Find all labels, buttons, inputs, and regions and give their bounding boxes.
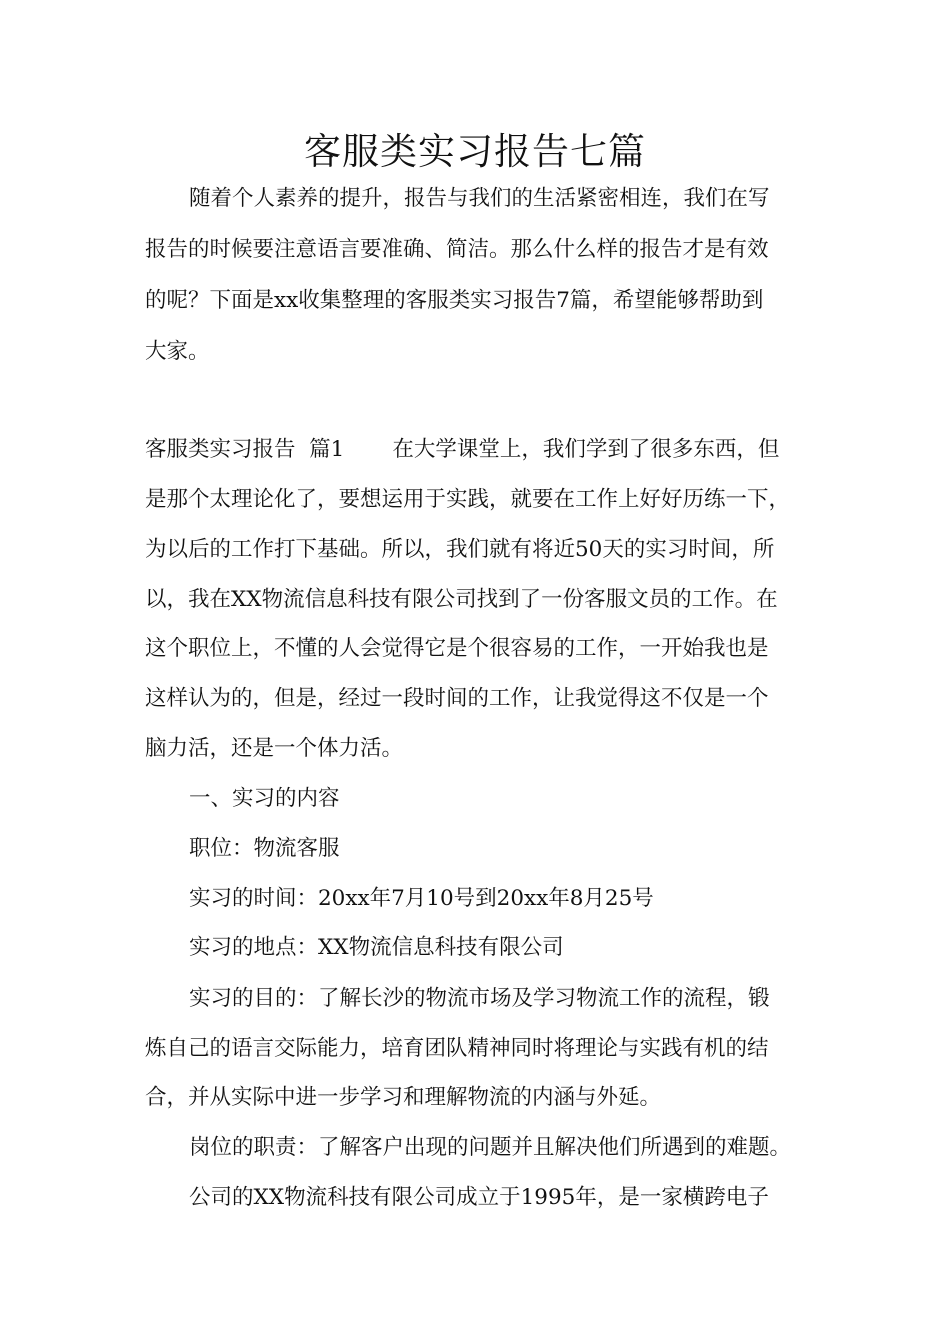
section1-first-line <box>145 435 779 465</box>
content-position: 职位：物流客服 <box>189 836 340 861</box>
content-duty: 岗位的职责：了解客户出现的问题并且解决他们所遇到的难题。 <box>189 1135 792 1160</box>
section1-first-text: 在大学课堂上，我们学到了很多东西，但 <box>392 437 780 462</box>
section1-line-6: 这样认为的，但是，经过一段时间的工作，让我觉得这不仅是一个 <box>145 686 769 711</box>
content-purpose-line-3: 合，并从实际中进一步学习和理解物流的内涵与外延。 <box>145 1085 662 1110</box>
section1-line-4: 以，我在XX物流信息科技有限公司找到了一份客服文员的工作。在 <box>145 587 778 612</box>
intro-line-2: 报告的时候要注意语言要准确、简洁。那么什么样的报告才是有效 <box>145 237 769 262</box>
section1-line-2: 是那个太理论化了，要想运用于实践，就要在工作上好好历练一下， <box>145 487 791 512</box>
section-heading: 客服类实习报告 篇1 <box>145 437 345 462</box>
content-place: 实习的地点：XX物流信息科技有限公司 <box>189 935 564 960</box>
section1-line-5: 这个职位上，不懂的人会觉得它是个很容易的工作，一开始我也是 <box>145 636 769 661</box>
document-title: 客服类实习报告七篇 <box>304 130 646 173</box>
content-purpose-line-2: 炼自己的语言交际能力，培育团队精神同时将理论与实践有机的结 <box>145 1036 769 1061</box>
content-subheading: 一、实习的内容 <box>189 786 340 811</box>
content-time: 实习的时间：20xx年7月10号到20xx年8月25号 <box>189 886 654 911</box>
intro-line-1: 随着个人素养的提升，报告与我们的生活紧密相连，我们在写 <box>189 186 770 211</box>
intro-line-4: 大家。 <box>145 339 210 364</box>
intro-line-3: 的呢？下面是xx收集整理的客服类实习报告7篇，希望能够帮助到 <box>145 288 764 313</box>
section1-line-7: 脑力活，还是一个体力活。 <box>145 736 404 761</box>
section1-line-3: 为以后的工作打下基础。所以，我们就有将近50天的实习时间，所 <box>145 537 775 562</box>
content-company: 公司的XX物流科技有限公司成立于1995年，是一家横跨电子 <box>189 1185 769 1210</box>
content-purpose-line-1: 实习的目的：了解长沙的物流市场及学习物流工作的流程，锻 <box>189 986 770 1011</box>
